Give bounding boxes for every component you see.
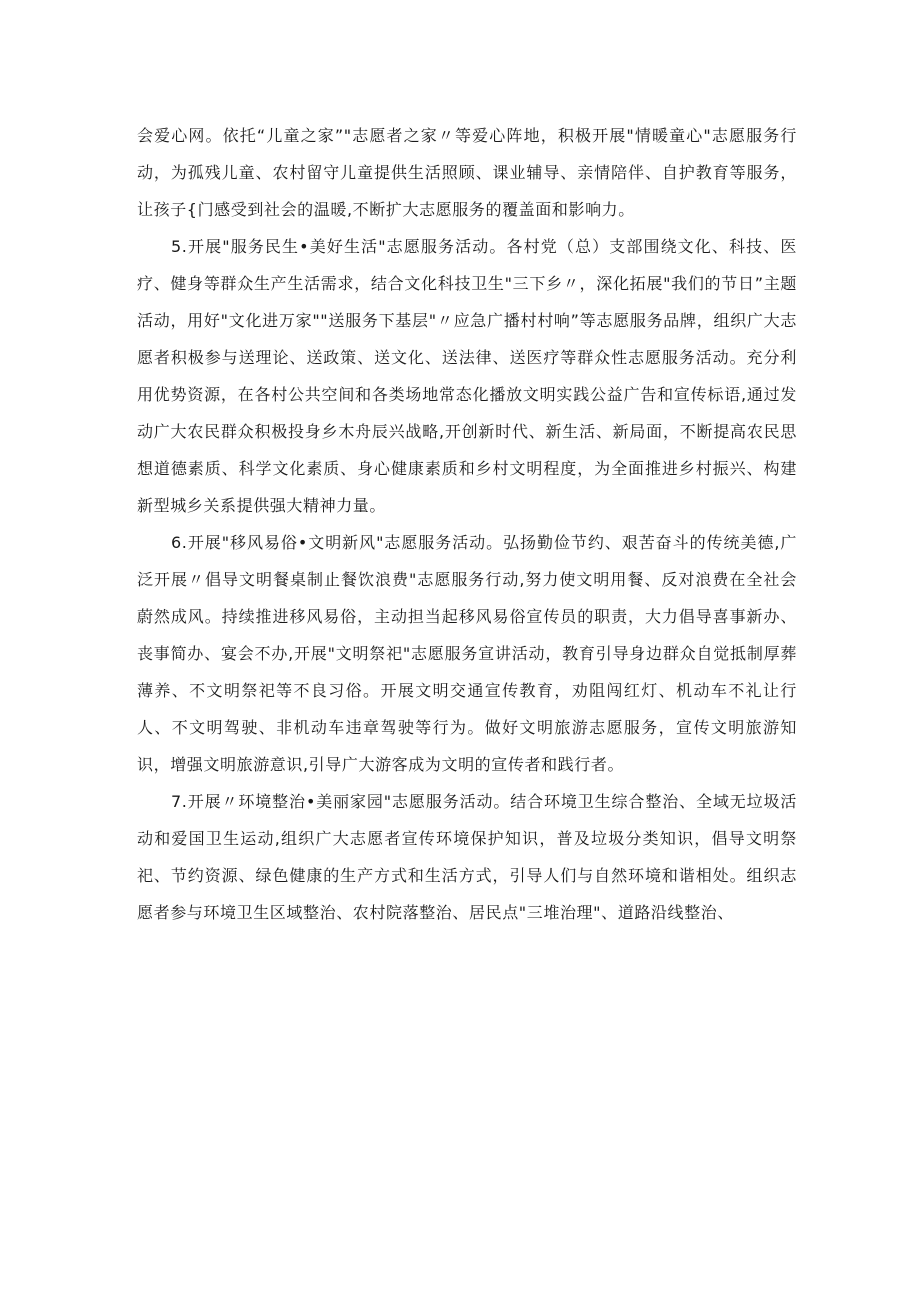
body-text <box>137 117 797 931</box>
paragraph-continued: 会爱心网。依托“儿童之家”"志愿者之家〃等爱心阵地，积极开展"情暖童心"志愿服务行动，为孤残儿童、农村留守儿童提供生活照顾、课业辅导、亲情陪伴、自护教育等服务，让孩子{门感受到社会的温暖,不断扩大志愿服务的覆盖面和影响力。 <box>137 126 797 219</box>
paragraph-item-6: 6.开展"移风易俗•文明新风"志愿服务活动。弘扬勤俭节约、艰苦奋斗的传统美德,广泛开展〃倡导文明餐桌制止餐饮浪费"志愿服务行动,努力使文明用餐、反对浪费在全社会蔚然成风。持续推进移风易俗，主动担当起移风易俗宣传员的职责，大力倡导喜事新办、丧事简办、宴会不办,开展"文明祭祀"志愿服务宣讲活动，教育引导身边群众自觉抵制厚葬薄养、不文明祭祀等不良习俗。开展文明交通宣传教育，劝阻闯红灯、机动车不礼让行人、不文明驾驶、非机动车违章驾驶等行为。做好文明旅游志愿服务，宣传文明旅游知识，增强文明旅游意识,引导广大游客成为文明的宣传者和践行者。 <box>137 533 797 774</box>
paragraph-item-7: 7.开展〃环境整治•美丽家园"志愿服务活动。结合环境卫生综合整治、全域无垃圾活动和爱国卫生运动,组织广大志愿者宣传环境保护知识，普及垃圾分类知识，倡导文明祭祀、节约资源、绿色健康的生产方式和生活方式，引导人们与自然环境和谐相处。组织志愿者参与环境卫生区域整治、农村院落整治、居民点"三堆治理"、道路沿线整治、 <box>137 792 797 922</box>
paragraph-item-5: 5.开展"服务民生•美好生活"志愿服务活动。各村党（总）支部围绕文化、科技、医疗、健身等群众生产生活需求，结合文化科技卫生"三下乡〃，深化拓展"我们的节日”主题活动，用好"文化进万家""送服务下基层"〃应急广播村村响”等志愿服务品牌，组织广大志愿者积极参与送理论、送政策、送文化、送法律、送医疗等群众性志愿服务活动。充分利用优势资源，在各村公共空间和各类场地常态化播放文明实践公益广告和宣传标语,通过发动广大农民群众积极投身乡木舟辰兴战略,开创新时代、新生活、新局面，不断提高农民思想道德素质、科学文化素质、身心健康素质和乡村文明程度，为全面推进乡村振兴、构建新型城乡关系提供强大精神力量。 <box>137 237 797 515</box>
